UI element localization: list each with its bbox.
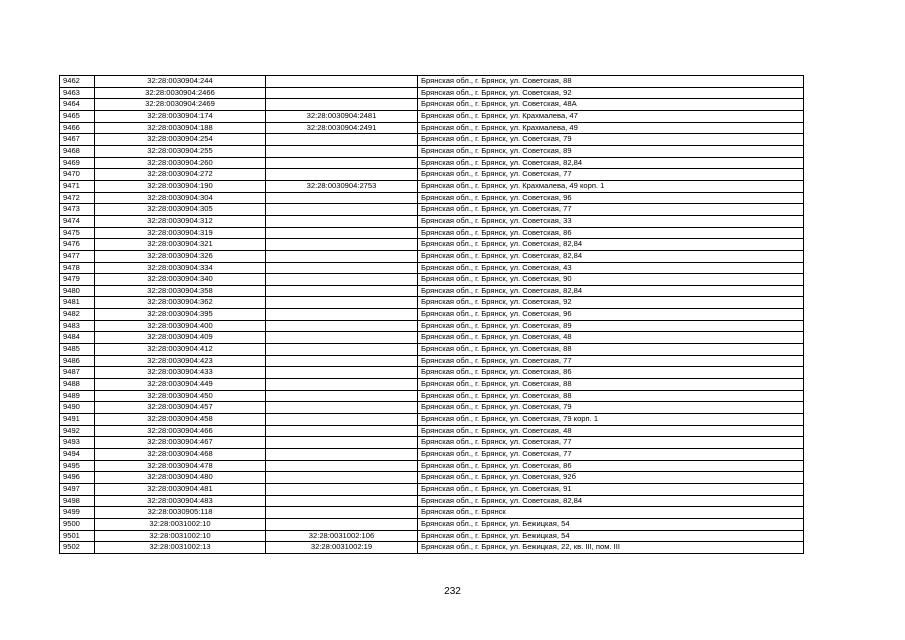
address-cell: Брянская обл., г. Брянск, ул. Советская, 89 xyxy=(418,320,804,332)
table-row xyxy=(60,367,804,379)
linked-cadastral-number-cell xyxy=(266,367,418,379)
address-cell: Брянская обл., г. Брянск, ул. Советская, 77 xyxy=(418,169,804,181)
table-row xyxy=(60,495,804,507)
linked-cadastral-number-cell xyxy=(266,204,418,216)
linked-cadastral-number-cell xyxy=(266,483,418,495)
address-cell: Брянская обл., г. Брянск, ул. Советская, 82,84 xyxy=(418,239,804,251)
cadastral-number-cell: 32:28:0030904:409 xyxy=(95,332,266,344)
page-number: 232 xyxy=(444,586,461,597)
table-row xyxy=(60,390,804,402)
linked-cadastral-number-cell xyxy=(266,507,418,519)
linked-cadastral-number-cell xyxy=(266,274,418,286)
linked-cadastral-number-cell xyxy=(266,239,418,251)
address-cell: Брянская обл., г. Брянск, ул. Советская, 77 xyxy=(418,355,804,367)
cadastral-number-cell: 32:28:0030904:412 xyxy=(95,344,266,356)
cadastral-number-cell: 32:28:0030904:244 xyxy=(95,76,266,88)
row-number-cell: 9470 xyxy=(60,169,95,181)
row-number-cell: 9486 xyxy=(60,355,95,367)
cadastral-number-cell: 32:28:0030904:481 xyxy=(95,483,266,495)
address-cell: Брянская обл., г. Брянск, ул. Советская, 86 xyxy=(418,227,804,239)
row-number-cell: 9467 xyxy=(60,134,95,146)
linked-cadastral-number-cell xyxy=(266,449,418,461)
address-cell: Брянская обл., г. Брянск, ул. Советская, 79 корп. 1 xyxy=(418,414,804,426)
cadastral-number-cell: 32:28:0030904:174 xyxy=(95,110,266,122)
address-cell: Брянская обл., г. Брянск, ул. Советская, 82,84 xyxy=(418,157,804,169)
cadastral-number-cell: 32:28:0030904:467 xyxy=(95,437,266,449)
row-number-cell: 9499 xyxy=(60,507,95,519)
linked-cadastral-number-cell xyxy=(266,285,418,297)
cadastral-number-cell: 32:28:0030904:305 xyxy=(95,204,266,216)
address-cell: Брянская обл., г. Брянск, ул. Бежицкая, 54 xyxy=(418,518,804,530)
table-row xyxy=(60,437,804,449)
table-row xyxy=(60,169,804,181)
address-cell: Брянская обл., г. Брянск, ул. Советская, 89 xyxy=(418,145,804,157)
address-cell: Брянская обл., г. Брянск, ул. Советская, 91 xyxy=(418,483,804,495)
cadastral-number-cell: 32:28:0030904:319 xyxy=(95,227,266,239)
linked-cadastral-number-cell xyxy=(266,379,418,391)
linked-cadastral-number-cell xyxy=(266,355,418,367)
row-number-cell: 9491 xyxy=(60,414,95,426)
table-row xyxy=(60,122,804,134)
row-number-cell: 9490 xyxy=(60,402,95,414)
address-cell: Брянская обл., г. Брянск, ул. Советская, 82,84 xyxy=(418,250,804,262)
cadastral-number-cell: 32:28:0030904:188 xyxy=(95,122,266,134)
cadastral-number-cell: 32:28:0031002:10 xyxy=(95,518,266,530)
cadastral-number-cell: 32:28:0030904:483 xyxy=(95,495,266,507)
linked-cadastral-number-cell: 32:28:0030904:2481 xyxy=(266,110,418,122)
linked-cadastral-number-cell xyxy=(266,344,418,356)
property-table-body xyxy=(60,76,804,554)
table-row xyxy=(60,332,804,344)
cadastral-number-cell: 32:28:0030904:478 xyxy=(95,460,266,472)
table-row xyxy=(60,309,804,321)
table-row xyxy=(60,110,804,122)
cadastral-number-cell: 32:28:0030904:326 xyxy=(95,250,266,262)
row-number-cell: 9478 xyxy=(60,262,95,274)
address-cell: Брянская обл., г. Брянск, ул. Советская, 48 xyxy=(418,425,804,437)
cadastral-number-cell: 32:28:0030904:260 xyxy=(95,157,266,169)
cadastral-number-cell: 32:28:0030904:304 xyxy=(95,192,266,204)
linked-cadastral-number-cell: 32:28:0031002:106 xyxy=(266,530,418,542)
cadastral-number-cell: 32:28:0031002:10 xyxy=(95,530,266,542)
table-row xyxy=(60,239,804,251)
address-cell: Брянская обл., г. Брянск, ул. Бежицкая, 22, кв. III, пом. III xyxy=(418,542,804,554)
linked-cadastral-number-cell xyxy=(266,332,418,344)
cadastral-number-cell: 32:28:0030904:255 xyxy=(95,145,266,157)
row-number-cell: 9469 xyxy=(60,157,95,169)
cadastral-number-cell: 32:28:0030904:2466 xyxy=(95,87,266,99)
address-cell: Брянская обл., г. Брянск, ул. Советская, 92 xyxy=(418,297,804,309)
table-row xyxy=(60,227,804,239)
cadastral-number-cell: 32:28:0030904:458 xyxy=(95,414,266,426)
table-row xyxy=(60,250,804,262)
cadastral-number-cell: 32:28:0030904:468 xyxy=(95,449,266,461)
table-row xyxy=(60,320,804,332)
linked-cadastral-number-cell: 32:28:0030904:2491 xyxy=(266,122,418,134)
row-number-cell: 9500 xyxy=(60,518,95,530)
cadastral-number-cell: 32:28:0030904:312 xyxy=(95,215,266,227)
address-cell: Брянская обл., г. Брянск, ул. Советская, 82,84 xyxy=(418,495,804,507)
address-cell: Брянская обл., г. Брянск, ул. Советская, 96 xyxy=(418,309,804,321)
row-number-cell: 9471 xyxy=(60,180,95,192)
table-row xyxy=(60,460,804,472)
table-row xyxy=(60,180,804,192)
row-number-cell: 9473 xyxy=(60,204,95,216)
address-cell: Брянская обл., г. Брянск, ул. Советская, 48А xyxy=(418,99,804,111)
table-row xyxy=(60,274,804,286)
row-number-cell: 9496 xyxy=(60,472,95,484)
linked-cadastral-number-cell xyxy=(266,169,418,181)
cadastral-number-cell: 32:28:0030904:358 xyxy=(95,285,266,297)
table-row xyxy=(60,76,804,88)
linked-cadastral-number-cell xyxy=(266,157,418,169)
linked-cadastral-number-cell xyxy=(266,390,418,402)
table-row xyxy=(60,483,804,495)
address-cell: Брянская обл., г. Брянск, ул. Советская, 48 xyxy=(418,332,804,344)
table-row xyxy=(60,344,804,356)
table-row xyxy=(60,297,804,309)
linked-cadastral-number-cell xyxy=(266,460,418,472)
row-number-cell: 9477 xyxy=(60,250,95,262)
linked-cadastral-number-cell xyxy=(266,87,418,99)
table-row xyxy=(60,87,804,99)
row-number-cell: 9488 xyxy=(60,379,95,391)
linked-cadastral-number-cell xyxy=(266,518,418,530)
row-number-cell: 9498 xyxy=(60,495,95,507)
table-row xyxy=(60,204,804,216)
row-number-cell: 9489 xyxy=(60,390,95,402)
linked-cadastral-number-cell xyxy=(266,495,418,507)
address-cell: Брянская обл., г. Брянск, ул. Бежицкая, 54 xyxy=(418,530,804,542)
cadastral-number-cell: 32:28:0030904:433 xyxy=(95,367,266,379)
address-cell: Брянская обл., г. Брянск, ул. Советская, 88 xyxy=(418,76,804,88)
row-number-cell: 9481 xyxy=(60,297,95,309)
address-cell: Брянская обл., г. Брянск, ул. Советская, 82,84 xyxy=(418,285,804,297)
linked-cadastral-number-cell xyxy=(266,134,418,146)
table-row xyxy=(60,157,804,169)
row-number-cell: 9487 xyxy=(60,367,95,379)
linked-cadastral-number-cell xyxy=(266,99,418,111)
row-number-cell: 9482 xyxy=(60,309,95,321)
linked-cadastral-number-cell xyxy=(266,262,418,274)
cadastral-number-cell: 32:28:0030904:449 xyxy=(95,379,266,391)
linked-cadastral-number-cell xyxy=(266,227,418,239)
linked-cadastral-number-cell xyxy=(266,145,418,157)
table-row xyxy=(60,262,804,274)
row-number-cell: 9466 xyxy=(60,122,95,134)
cadastral-number-cell: 32:28:0030905:118 xyxy=(95,507,266,519)
address-cell: Брянская обл., г. Брянск, ул. Крахмалева, 49 xyxy=(418,122,804,134)
cadastral-number-cell: 32:28:0030904:466 xyxy=(95,425,266,437)
address-cell: Брянская обл., г. Брянск, ул. Советская, 77 xyxy=(418,204,804,216)
row-number-cell: 9502 xyxy=(60,542,95,554)
row-number-cell: 9472 xyxy=(60,192,95,204)
address-cell: Брянская обл., г. Брянск, ул. Советская, 90 xyxy=(418,274,804,286)
row-number-cell: 9495 xyxy=(60,460,95,472)
cadastral-number-cell: 32:28:0030904:423 xyxy=(95,355,266,367)
cadastral-number-cell: 32:28:0030904:321 xyxy=(95,239,266,251)
linked-cadastral-number-cell xyxy=(266,76,418,88)
address-cell: Брянская обл., г. Брянск, ул. Советская, 33 xyxy=(418,215,804,227)
table-row xyxy=(60,414,804,426)
cadastral-number-cell: 32:28:0030904:2469 xyxy=(95,99,266,111)
table-row xyxy=(60,425,804,437)
linked-cadastral-number-cell xyxy=(266,192,418,204)
linked-cadastral-number-cell: 32:28:0030904:2753 xyxy=(266,180,418,192)
address-cell: Брянская обл., г. Брянск, ул. Советская, 86 xyxy=(418,460,804,472)
table-row xyxy=(60,285,804,297)
cadastral-number-cell: 32:28:0030904:254 xyxy=(95,134,266,146)
address-cell: Брянская обл., г. Брянск, ул. Советская, 96 xyxy=(418,192,804,204)
row-number-cell: 9462 xyxy=(60,76,95,88)
address-cell: Брянская обл., г. Брянск xyxy=(418,507,804,519)
row-number-cell: 9484 xyxy=(60,332,95,344)
row-number-cell: 9480 xyxy=(60,285,95,297)
linked-cadastral-number-cell xyxy=(266,215,418,227)
linked-cadastral-number-cell: 32:28:0031002:19 xyxy=(266,542,418,554)
row-number-cell: 9483 xyxy=(60,320,95,332)
row-number-cell: 9476 xyxy=(60,239,95,251)
address-cell: Брянская обл., г. Брянск, ул. Советская, 79 xyxy=(418,134,804,146)
address-cell: Брянская обл., г. Брянск, ул. Советская, 77 xyxy=(418,449,804,461)
row-number-cell: 9475 xyxy=(60,227,95,239)
linked-cadastral-number-cell xyxy=(266,320,418,332)
property-table xyxy=(59,75,804,554)
cadastral-number-cell: 32:28:0030904:480 xyxy=(95,472,266,484)
linked-cadastral-number-cell xyxy=(266,425,418,437)
address-cell: Брянская обл., г. Брянск, ул. Советская, 79 xyxy=(418,402,804,414)
linked-cadastral-number-cell xyxy=(266,297,418,309)
cadastral-number-cell: 32:28:0031002:13 xyxy=(95,542,266,554)
address-cell: Брянская обл., г. Брянск, ул. Советская, 77 xyxy=(418,437,804,449)
table-row xyxy=(60,379,804,391)
linked-cadastral-number-cell xyxy=(266,402,418,414)
row-number-cell: 9485 xyxy=(60,344,95,356)
table-row xyxy=(60,472,804,484)
linked-cadastral-number-cell xyxy=(266,309,418,321)
row-number-cell: 9479 xyxy=(60,274,95,286)
row-number-cell: 9501 xyxy=(60,530,95,542)
address-cell: Брянская обл., г. Брянск, ул. Советская, 86 xyxy=(418,367,804,379)
table-row xyxy=(60,192,804,204)
linked-cadastral-number-cell xyxy=(266,250,418,262)
address-cell: Брянская обл., г. Брянск, ул. Советская, 92б xyxy=(418,472,804,484)
table-row xyxy=(60,402,804,414)
row-number-cell: 9464 xyxy=(60,99,95,111)
address-cell: Брянская обл., г. Брянск, ул. Советская, 92 xyxy=(418,87,804,99)
table-row xyxy=(60,449,804,461)
cadastral-number-cell: 32:28:0030904:400 xyxy=(95,320,266,332)
cadastral-number-cell: 32:28:0030904:362 xyxy=(95,297,266,309)
row-number-cell: 9468 xyxy=(60,145,95,157)
cadastral-number-cell: 32:28:0030904:190 xyxy=(95,180,266,192)
cadastral-number-cell: 32:28:0030904:340 xyxy=(95,274,266,286)
cadastral-number-cell: 32:28:0030904:272 xyxy=(95,169,266,181)
table-row xyxy=(60,215,804,227)
row-number-cell: 9465 xyxy=(60,110,95,122)
row-number-cell: 9474 xyxy=(60,215,95,227)
address-cell: Брянская обл., г. Брянск, ул. Советская, 88 xyxy=(418,344,804,356)
cadastral-number-cell: 32:28:0030904:334 xyxy=(95,262,266,274)
table-row xyxy=(60,99,804,111)
cadastral-number-cell: 32:28:0030904:395 xyxy=(95,309,266,321)
cadastral-number-cell: 32:28:0030904:457 xyxy=(95,402,266,414)
cadastral-number-cell: 32:28:0030904:450 xyxy=(95,390,266,402)
row-number-cell: 9494 xyxy=(60,449,95,461)
address-cell: Брянская обл., г. Брянск, ул. Советская, 43 xyxy=(418,262,804,274)
address-cell: Брянская обл., г. Брянск, ул. Советская, 88 xyxy=(418,379,804,391)
table-row xyxy=(60,542,804,554)
address-cell: Брянская обл., г. Брянск, ул. Крахмалева, 47 xyxy=(418,110,804,122)
table-row xyxy=(60,530,804,542)
row-number-cell: 9493 xyxy=(60,437,95,449)
linked-cadastral-number-cell xyxy=(266,437,418,449)
table-row xyxy=(60,134,804,146)
linked-cadastral-number-cell xyxy=(266,414,418,426)
linked-cadastral-number-cell xyxy=(266,472,418,484)
address-cell: Брянская обл., г. Брянск, ул. Советская, 88 xyxy=(418,390,804,402)
row-number-cell: 9497 xyxy=(60,483,95,495)
table-row xyxy=(60,518,804,530)
table-row xyxy=(60,145,804,157)
row-number-cell: 9463 xyxy=(60,87,95,99)
table-row xyxy=(60,355,804,367)
address-cell: Брянская обл., г. Брянск, ул. Крахмалева, 49 корп. 1 xyxy=(418,180,804,192)
row-number-cell: 9492 xyxy=(60,425,95,437)
table-row xyxy=(60,507,804,519)
